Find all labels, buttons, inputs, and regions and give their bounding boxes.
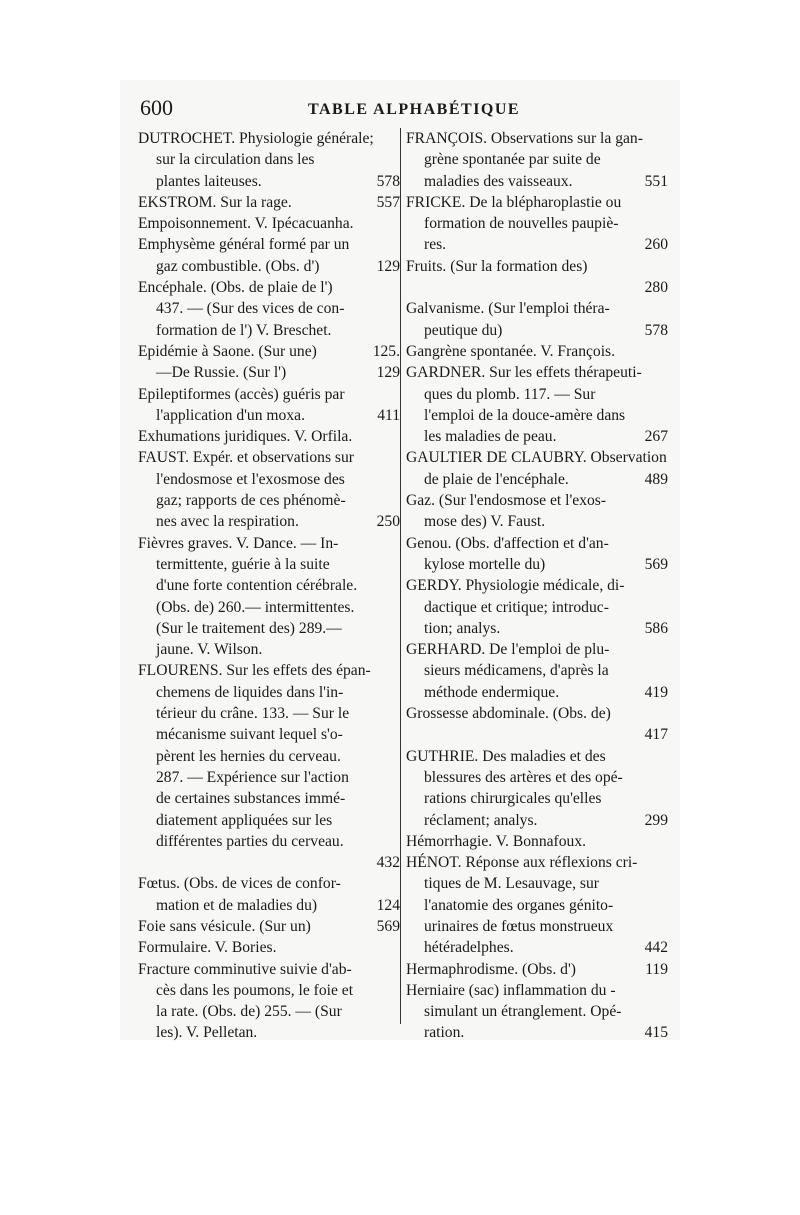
index-entry-text: les maladies de peau. bbox=[424, 428, 557, 446]
index-entry-text: GARDNER. Sur les effets thérapeuti- bbox=[406, 364, 642, 382]
index-column-right bbox=[406, 128, 668, 1044]
index-entry-text: tion; analys. bbox=[424, 619, 501, 637]
index-line bbox=[406, 384, 668, 405]
index-entry-text: l'anatomie des organes génito- bbox=[424, 896, 614, 914]
index-line bbox=[138, 298, 400, 319]
index-line bbox=[406, 852, 668, 873]
index-line bbox=[138, 746, 400, 767]
index-page-ref: 551 bbox=[644, 172, 668, 190]
index-line bbox=[406, 490, 668, 511]
index-line bbox=[138, 447, 400, 468]
index-line bbox=[406, 873, 668, 894]
index-page-ref: 125. bbox=[372, 342, 400, 360]
index-line bbox=[138, 703, 400, 724]
index-entry-text: maladies des vaisseaux. bbox=[424, 172, 573, 190]
index-entry-text: kylose mortelle du) bbox=[424, 555, 546, 573]
index-entry-text: réclament; analys. bbox=[424, 811, 538, 829]
index-entry-text: térieur du crâne. 133. — Sur le bbox=[156, 705, 350, 723]
index-entry-text: Gaz. (Sur l'endosmose et l'exos- bbox=[406, 492, 607, 510]
index-entry-text: l'endosmose et l'exosmose des bbox=[156, 470, 345, 488]
index-entry-text: GAULTIER DE CLAUBRY. Observation bbox=[406, 449, 667, 467]
index-entry-text: Grossesse abdominale. (Obs. de) bbox=[406, 705, 611, 723]
index-entry-text: pèrent les hernies du cerveau. bbox=[156, 747, 341, 765]
index-line bbox=[138, 937, 400, 958]
index-entry-text: blessures des artères et des opé- bbox=[424, 768, 623, 786]
index-line bbox=[138, 171, 400, 192]
index-line bbox=[406, 362, 668, 383]
index-entry-text: FAUST. Expér. et observations sur bbox=[138, 449, 354, 467]
index-entry-text: nes avec la respiration. bbox=[156, 513, 299, 531]
index-line bbox=[406, 341, 668, 362]
index-line bbox=[406, 426, 668, 447]
index-entry-text: de plaie de l'encéphale. bbox=[424, 470, 569, 488]
index-entry-text: Hémorrhagie. V. Bonnafoux. bbox=[406, 832, 587, 850]
index-entry-text: FRANÇOIS. Observations sur la gan- bbox=[406, 130, 643, 147]
index-line bbox=[138, 341, 400, 362]
index-line bbox=[138, 362, 400, 383]
index-line bbox=[138, 959, 400, 980]
index-entry-text: jaune. V. Wilson. bbox=[156, 641, 263, 659]
index-page-ref: 280 bbox=[644, 279, 668, 297]
index-entry-text: Epileptiformes (accès) guéris par bbox=[138, 385, 345, 403]
index-entry-text: Genou. (Obs. d'affection et d'an- bbox=[406, 534, 609, 552]
index-page-ref: 415 bbox=[644, 1024, 668, 1042]
index-line bbox=[138, 767, 400, 788]
index-entry-text: formation de l') V. Breschet. bbox=[156, 321, 332, 339]
index-line bbox=[138, 213, 400, 234]
index-line bbox=[406, 639, 668, 660]
index-line bbox=[406, 788, 668, 809]
page-header bbox=[140, 95, 660, 125]
index-entry-text: d'une forte contention cérébrale. bbox=[156, 577, 358, 595]
index-line bbox=[138, 128, 400, 149]
index-entry-text: gaz combustible. (Obs. d') bbox=[156, 257, 320, 275]
index-entry-text: sur la circulation dans les bbox=[156, 151, 315, 169]
index-entry-text: Gangrène spontanée. V. François. bbox=[406, 342, 616, 360]
index-entry-text: peutique du) bbox=[424, 321, 503, 339]
index-entry-text: Empoisonnement. V. Ipécacuanha. bbox=[138, 215, 354, 233]
index-entry-text: HÉNOT. Réponse aux réflexions cri- bbox=[406, 854, 638, 872]
index-line bbox=[406, 511, 668, 532]
index-entry-text: ration. bbox=[424, 1024, 465, 1042]
index-page-ref: 557 bbox=[376, 193, 400, 211]
index-line bbox=[138, 469, 400, 490]
index-line bbox=[138, 192, 400, 213]
index-line bbox=[406, 831, 668, 852]
index-line bbox=[406, 320, 668, 341]
index-entry-text: l'application d'un moxa. bbox=[156, 406, 305, 424]
index-line bbox=[138, 618, 400, 639]
index-line bbox=[138, 873, 400, 894]
index-line bbox=[138, 490, 400, 511]
index-line bbox=[138, 724, 400, 745]
index-entry-text: Foie sans vésicule. (Sur un) bbox=[138, 917, 311, 935]
index-entry-text: GUTHRIE. Des maladies et des bbox=[406, 747, 606, 765]
index-line bbox=[138, 234, 400, 255]
index-entry-text: DUTROCHET. Physiologie générale; bbox=[138, 130, 374, 147]
index-entry-text: mation et de maladies du) bbox=[156, 896, 318, 914]
index-entry-text: mose des) V. Faust. bbox=[424, 513, 546, 531]
index-line bbox=[406, 660, 668, 681]
index-line bbox=[406, 810, 668, 831]
index-entry-text: mécanisme suivant lequel s'o- bbox=[156, 726, 343, 744]
index-line bbox=[406, 192, 668, 213]
index-line bbox=[406, 959, 668, 980]
index-entry-text: Fruits. (Sur la formation des) bbox=[406, 257, 588, 275]
index-entry-text: dactique et critique; introduc- bbox=[424, 598, 609, 616]
index-line bbox=[406, 916, 668, 937]
index-line bbox=[406, 724, 668, 745]
index-page-ref: 417 bbox=[644, 726, 668, 744]
index-entry-text: grène spontanée par suite de bbox=[424, 151, 601, 169]
index-line bbox=[406, 682, 668, 703]
index-entry-text: 287. — Expérience sur l'action bbox=[156, 768, 349, 786]
index-page-ref: 124 bbox=[376, 896, 400, 914]
index-line bbox=[138, 916, 400, 937]
index-page-ref: 569 bbox=[376, 917, 400, 935]
index-page-ref: 569 bbox=[644, 555, 668, 573]
index-page-ref: 260 bbox=[644, 236, 668, 254]
index-line bbox=[138, 810, 400, 831]
index-entry-text: diatement appliquées sur les bbox=[156, 811, 333, 829]
index-line bbox=[406, 405, 668, 426]
index-entry-text: tiques de M. Lesauvage, sur bbox=[424, 875, 599, 893]
index-entry-text: urinaires de fœtus monstrueux bbox=[424, 917, 614, 935]
index-line bbox=[138, 788, 400, 809]
index-entry-text: Fièvres graves. V. Dance. — In- bbox=[138, 534, 339, 552]
index-line bbox=[138, 831, 400, 852]
index-line bbox=[138, 639, 400, 660]
index-entry-text: hétéradelphes. bbox=[424, 939, 514, 957]
index-entry-text: GERDY. Physiologie médicale, di- bbox=[406, 577, 625, 595]
index-entry-text: de certaines substances immé- bbox=[156, 790, 346, 808]
index-line bbox=[138, 277, 400, 298]
index-line bbox=[406, 937, 668, 958]
index-column-left bbox=[138, 128, 400, 1044]
index-line bbox=[138, 149, 400, 170]
page-number: 600 bbox=[140, 95, 173, 120]
index-page-ref: 129 bbox=[376, 257, 400, 275]
index-entry-text: les). V. Pelletan. bbox=[156, 1024, 258, 1042]
index-line bbox=[138, 852, 400, 873]
index-entry-text: sieurs médicamens, d'après la bbox=[424, 662, 609, 680]
index-page-ref: 419 bbox=[644, 683, 668, 701]
index-entry-text: gaz; rapports de ces phénomè- bbox=[156, 492, 346, 510]
index-line bbox=[138, 511, 400, 532]
index-entry-text: Formulaire. V. Bories. bbox=[138, 939, 277, 957]
index-line bbox=[138, 1022, 400, 1043]
index-entry-text: Herniaire (sac) inflammation du - bbox=[406, 981, 616, 999]
index-line bbox=[406, 767, 668, 788]
index-entry-text: FRICKE. De la blépharoplastie ou bbox=[406, 193, 622, 211]
index-line bbox=[406, 618, 668, 639]
index-line bbox=[406, 746, 668, 767]
column-divider bbox=[400, 128, 401, 1024]
running-title: TABLE ALPHABÉTIQUE bbox=[308, 101, 521, 118]
index-entry-text: 437. — (Sur des vices de con- bbox=[156, 300, 345, 318]
index-entry-text: res. bbox=[424, 236, 447, 254]
index-entry-text: Fracture comminutive suivie d'ab- bbox=[138, 960, 352, 978]
index-page-ref: 119 bbox=[645, 960, 668, 978]
index-line bbox=[406, 234, 668, 255]
index-line bbox=[406, 1001, 668, 1022]
index-page-ref: 489 bbox=[644, 470, 668, 488]
index-line bbox=[138, 682, 400, 703]
index-line bbox=[406, 277, 668, 298]
index-line bbox=[406, 149, 668, 170]
index-entry-text: cès dans les poumons, le foie et bbox=[156, 981, 354, 999]
index-line bbox=[406, 554, 668, 575]
index-entry-text: simulant un étranglement. Opé- bbox=[424, 1003, 622, 1021]
index-page-ref: 578 bbox=[376, 172, 400, 190]
index-entry-text: FLOURENS. Sur les effets des épan- bbox=[138, 662, 371, 680]
index-entry-text: formation de nouvelles paupiè- bbox=[424, 215, 619, 233]
index-entry-text: (Sur le traitement des) 289.— bbox=[156, 619, 342, 637]
index-entry-text: la rate. (Obs. de) 255. — (Sur bbox=[156, 1003, 342, 1021]
index-page-ref: 586 bbox=[644, 619, 668, 637]
index-line bbox=[138, 575, 400, 596]
index-entry-text: Galvanisme. (Sur l'emploi théra- bbox=[406, 300, 610, 318]
index-entry-text: Hermaphrodisme. (Obs. d') bbox=[406, 960, 576, 978]
index-line bbox=[138, 426, 400, 447]
index-entry-text: Fœtus. (Obs. de vices de confor- bbox=[138, 875, 341, 893]
index-line bbox=[406, 597, 668, 618]
index-line bbox=[406, 213, 668, 234]
index-entry-text: différentes parties du cerveau. bbox=[156, 832, 344, 850]
index-entry-text: méthode endermique. bbox=[424, 683, 560, 701]
index-line bbox=[406, 447, 668, 468]
index-line bbox=[138, 980, 400, 1001]
index-page-ref: 129 bbox=[376, 364, 400, 382]
index-page-ref: 299 bbox=[644, 811, 668, 829]
index-entry-text: Epidémie à Saone. (Sur une) bbox=[138, 342, 317, 360]
index-line bbox=[406, 171, 668, 192]
index-line bbox=[406, 469, 668, 490]
index-line bbox=[406, 256, 668, 277]
index-entry-text: Emphysème général formé par un bbox=[138, 236, 350, 254]
index-entry-text: Encéphale. (Obs. de plaie de l') bbox=[138, 279, 333, 297]
index-page-ref: 442 bbox=[644, 939, 668, 957]
index-line bbox=[406, 895, 668, 916]
index-page-ref: 578 bbox=[644, 321, 668, 339]
index-entry-text: GERHARD. De l'emploi de plu- bbox=[406, 641, 610, 659]
index-entry-text: plantes laiteuses. bbox=[156, 172, 262, 190]
index-line bbox=[406, 703, 668, 724]
index-line bbox=[406, 575, 668, 596]
index-line bbox=[138, 554, 400, 575]
index-line bbox=[406, 980, 668, 1001]
index-page-ref: 432 bbox=[376, 854, 400, 872]
index-entry-text: ques du plomb. 117. — Sur bbox=[424, 385, 596, 403]
index-entry-text: —De Russie. (Sur l') bbox=[156, 364, 287, 382]
index-entry-text: termittente, guérie à la suite bbox=[156, 555, 330, 573]
index-line bbox=[138, 533, 400, 554]
index-line bbox=[406, 1022, 668, 1043]
index-line bbox=[138, 895, 400, 916]
index-line bbox=[138, 597, 400, 618]
index-page-ref: 267 bbox=[644, 428, 668, 446]
index-line bbox=[138, 384, 400, 405]
index-entry-text: l'emploi de la douce-amère dans bbox=[424, 406, 626, 424]
index-line bbox=[406, 298, 668, 319]
index-entry-text: (Obs. de) 260.— intermittentes. bbox=[156, 598, 355, 616]
index-page-ref: 250 bbox=[376, 513, 400, 531]
index-line bbox=[138, 1001, 400, 1022]
index-entry-text: rations chirurgicales qu'elles bbox=[424, 790, 602, 808]
index-line bbox=[138, 660, 400, 681]
index-entry-text: chemens de liquides dans l'in- bbox=[156, 683, 344, 701]
index-line bbox=[138, 405, 400, 426]
index-line bbox=[138, 320, 400, 341]
index-line bbox=[138, 256, 400, 277]
index-entry-text: EKSTROM. Sur la rage. bbox=[138, 193, 292, 211]
index-page-ref: 411 bbox=[377, 406, 400, 424]
index-entry-text: Exhumations juridiques. V. Orfila. bbox=[138, 428, 353, 446]
index-line bbox=[406, 128, 668, 149]
index-line bbox=[406, 533, 668, 554]
